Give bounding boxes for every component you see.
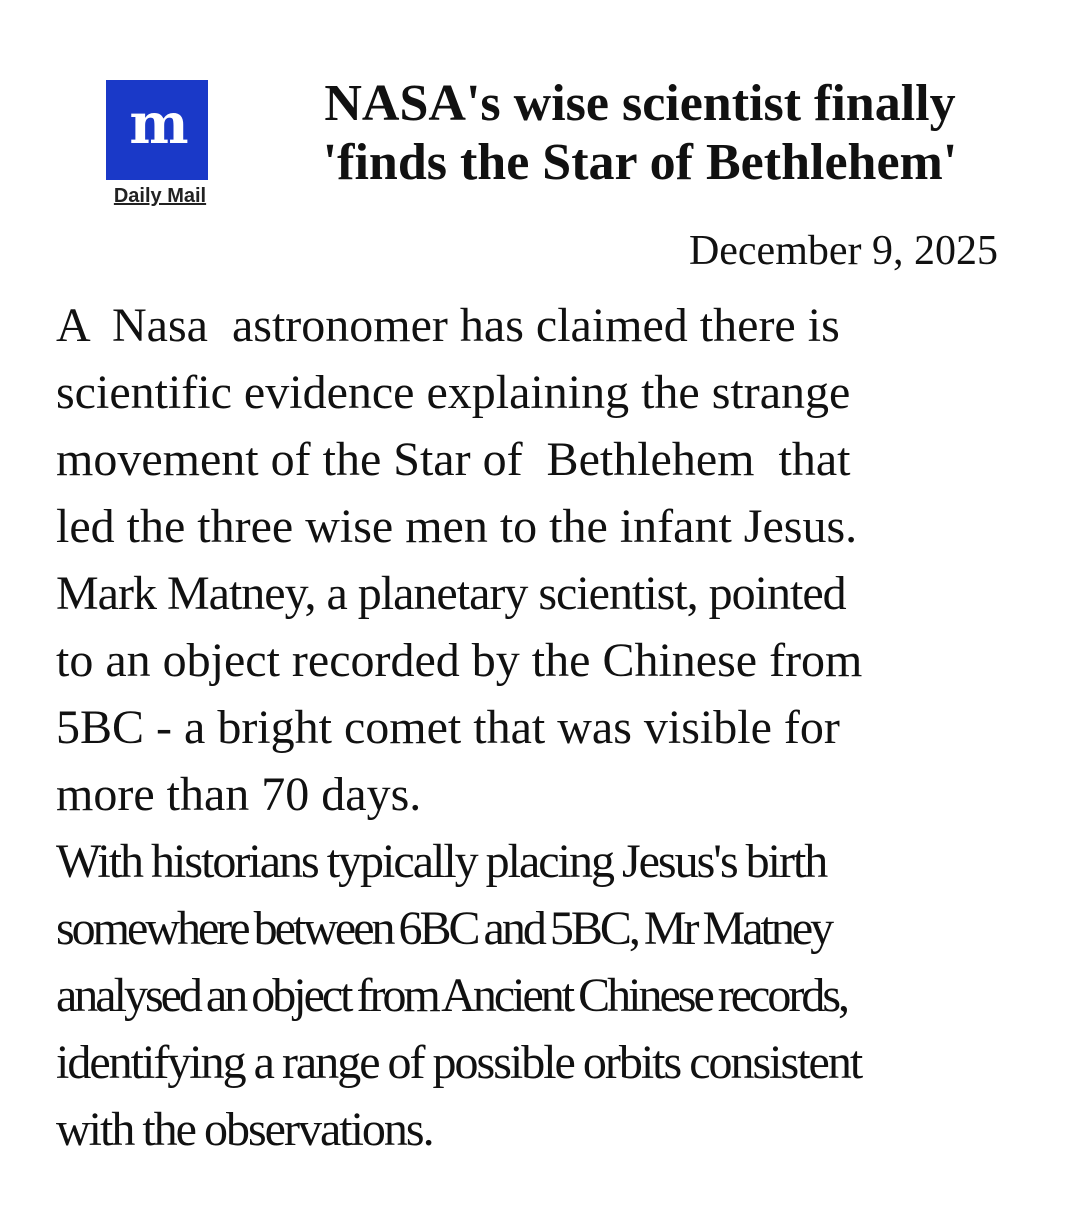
article-body <box>56 292 1046 1163</box>
paragraph-line: identifying a range of possible orbits consistent <box>56 1036 862 1089</box>
paragraph-line: With historians typically placing Jesus's birth <box>56 835 827 888</box>
paragraph-line: with the observations. <box>56 1103 433 1156</box>
paragraph-line: to an object recorded by the Chinese from <box>56 634 863 687</box>
logo-glyph: m <box>129 91 185 157</box>
paragraph-line: somewhere between 6BC and 5BC, Mr Matney <box>56 902 832 955</box>
paragraph-line: scientific evidence explaining the strange <box>56 366 851 419</box>
headline-line-2: 'finds the Star of Bethlehem' <box>322 134 958 191</box>
paragraph-line: analysed an object from Ancient Chinese records, <box>56 969 848 1022</box>
logo-caption[interactable]: Daily Mail <box>113 185 207 207</box>
logo-tile <box>106 80 208 180</box>
paragraph-line: Mark Matney, a planetary scientist, pointed <box>56 567 846 620</box>
paragraph-2 <box>56 828 1046 1163</box>
paragraph-line: more than 70 days. <box>56 768 422 821</box>
headline <box>240 74 1040 192</box>
paragraph-line: led the three wise men to the infant Jesus. <box>56 500 858 553</box>
paragraph-line: A Nasa astronomer has claimed there is <box>56 299 840 352</box>
publish-date: December 9, 2025 <box>688 228 998 274</box>
paragraph-line: 5BC - a bright comet that was visible for <box>56 701 840 754</box>
paragraph-1 <box>56 292 1046 828</box>
daily-mail-logo[interactable] <box>104 78 216 212</box>
paragraph-line: movement of the Star of Bethlehem that <box>56 433 851 486</box>
headline-line-1: NASA's wise scientist finally <box>324 75 956 132</box>
